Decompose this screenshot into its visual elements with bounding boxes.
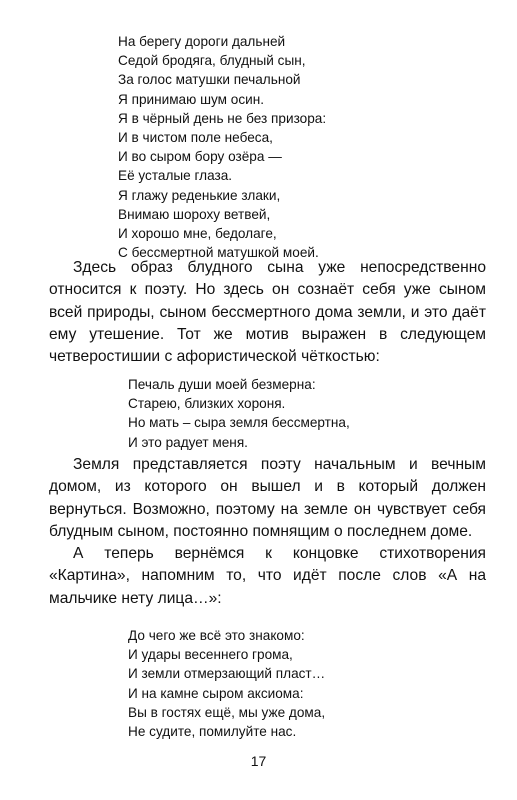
poem-line: Не судите, помилуйте нас. (128, 724, 297, 740)
poem-line: И земли отмерзающий пласт… (128, 666, 326, 682)
poem-stanza-3 (128, 626, 325, 741)
poem-line: На берегу дороги дальней (118, 34, 286, 49)
poem-line: И это радует меня. (128, 434, 248, 450)
poem-line: И хорошо мне, бедолаге, (118, 226, 277, 242)
poem-line: За голос матушки печальной (118, 72, 301, 88)
poem-line: Я принимаю шум осин. (118, 91, 264, 107)
poem-line: Внимаю шороху ветвей, (118, 206, 271, 222)
poem-line: И во сыром бору озёра — (118, 149, 282, 165)
poem-line: И на камне сыром аксиома: (128, 685, 304, 701)
paragraph: Земля представляется поэту начальным и вечным домом, из которого он вышел и в который должен вернуться. Возможно, поэтому на земле он чувствует себя блудным сыном, постоянно помнящим о последнем доме. (49, 456, 486, 540)
poem-stanza-2 (128, 375, 350, 452)
poem-stanza-1 (118, 32, 326, 262)
paragraph: Здесь образ блудного сына уже непосредственно относится к поэту. Но здесь он сознаёт себя уже сыном всей природы, сыном бессмертного дома земли, и это даёт ему утешение. Тот же мотив выражен в следующем четверостишии с афористической чёткостью: (49, 259, 486, 366)
poem-line: И удары весеннего грома, (128, 647, 293, 663)
poem-line: Я в чёрный день не без призора: (118, 110, 327, 126)
poem-line: Печаль души моей безмерна: (128, 377, 316, 392)
poem-line: И в чистом поле небеса, (118, 130, 273, 146)
poem-line: Старею, близких хороня. (128, 396, 286, 412)
poem-line: До чего же всё это знакомо: (128, 628, 305, 643)
prose-block-1 (49, 257, 486, 368)
poem-line: Её усталые глаза. (118, 168, 233, 184)
poem-line: Но мать – сыра земля бессмертна, (128, 415, 350, 431)
prose-block-2 (49, 454, 486, 610)
page-number: 17 (250, 753, 267, 769)
poem-line: Седой бродяга, блудный сын, (118, 53, 306, 69)
poem-line: Вы в гостях ещё, мы уже дома, (128, 704, 326, 720)
poem-line: С бессмертной матушкой моей. (118, 245, 319, 261)
paragraph: А теперь вернёмся к концовке стихотворения «Картина», напомним то, что идёт после слов «А на мальчике нету лица…»: (49, 545, 486, 607)
poem-line: Я глажу реденькие злаки, (118, 187, 281, 203)
